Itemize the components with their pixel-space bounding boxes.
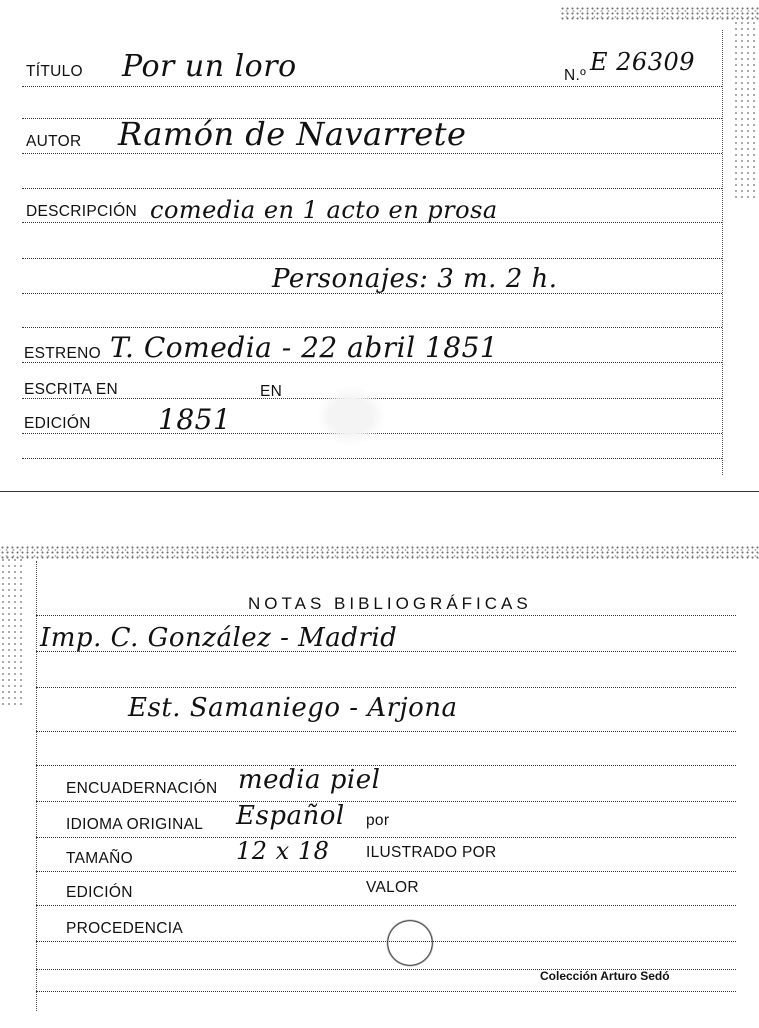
edge-speckle: [0, 545, 759, 559]
rule: [36, 615, 736, 616]
tamano-label: TAMAÑO: [66, 850, 133, 867]
descripcion-value: comedia en 1 acto en prosa: [150, 196, 498, 224]
idioma-rule: [36, 837, 736, 838]
card-right-border: [722, 30, 723, 475]
stamp-mark: [380, 915, 440, 971]
idioma-value: Español: [236, 801, 345, 831]
autor-label: AUTOR: [26, 133, 82, 150]
edicion-label: EDICIÓN: [24, 415, 91, 432]
por-label: por: [366, 812, 390, 829]
rule: [36, 651, 736, 652]
rule: [22, 258, 722, 259]
autor-rule: [22, 153, 722, 154]
note-line-2: Est. Samaniego - Arjona: [128, 693, 458, 723]
escrita-en-label: ESCRITA EN: [24, 381, 119, 398]
catalog-card-bottom: [0, 545, 759, 1028]
note-line-1: Imp. C. González - Madrid: [40, 623, 398, 653]
catalog-card-top: [0, 0, 759, 492]
numero-label: N.º: [564, 67, 587, 84]
edge-speckle: [560, 6, 759, 20]
descripcion-value-2: Personajes: 3 m. 2 h.: [272, 264, 558, 294]
en-label: EN: [260, 383, 283, 400]
rule: [22, 188, 722, 189]
encuadernacion-rule: [36, 801, 736, 802]
valor-label: VALOR: [366, 879, 419, 896]
card-left-border: [36, 561, 37, 1011]
tamano-value: 12 x 18: [236, 837, 330, 865]
idioma-label: IDIOMA ORIGINAL: [66, 816, 204, 833]
ilustrado-label: ILUSTRADO POR: [366, 844, 497, 861]
descripcion-label: DESCRIPCIÓN: [26, 203, 137, 220]
titulo-label: TÍTULO: [26, 63, 83, 80]
estreno-label: ESTRENO: [24, 345, 102, 362]
numero-value: E 26309: [590, 48, 695, 76]
paper-stain: [316, 386, 386, 446]
titulo-rule: [22, 86, 722, 87]
autor-value: Ramón de Navarrete: [118, 115, 467, 153]
edicion-rule: [36, 905, 736, 906]
rule: [36, 731, 736, 732]
estreno-value: T. Comedia - 22 abril 1851: [110, 331, 499, 364]
rule: [22, 293, 722, 294]
titulo-value: Por un loro: [122, 49, 297, 84]
encuadernacion-value: media piel: [238, 765, 381, 795]
rule: [22, 327, 722, 328]
edge-speckle-side: [733, 20, 759, 200]
rule: [36, 687, 736, 688]
rule: [36, 991, 736, 992]
notas-heading: NOTAS BIBLIOGRÁFICAS: [248, 594, 532, 613]
rule: [36, 765, 736, 766]
rule: [22, 458, 722, 459]
collection-credit: Colección Arturo Sedó: [540, 969, 670, 983]
edge-speckle-side: [0, 557, 26, 707]
tamano-rule: [36, 871, 736, 872]
edicion-value: 1851: [158, 403, 232, 436]
card-bottom-edge: [0, 491, 759, 492]
encuadernacion-label: ENCUADERNACIÓN: [66, 780, 218, 797]
procedencia-label: PROCEDENCIA: [66, 920, 183, 937]
edicion-label: EDICIÓN: [66, 884, 133, 901]
